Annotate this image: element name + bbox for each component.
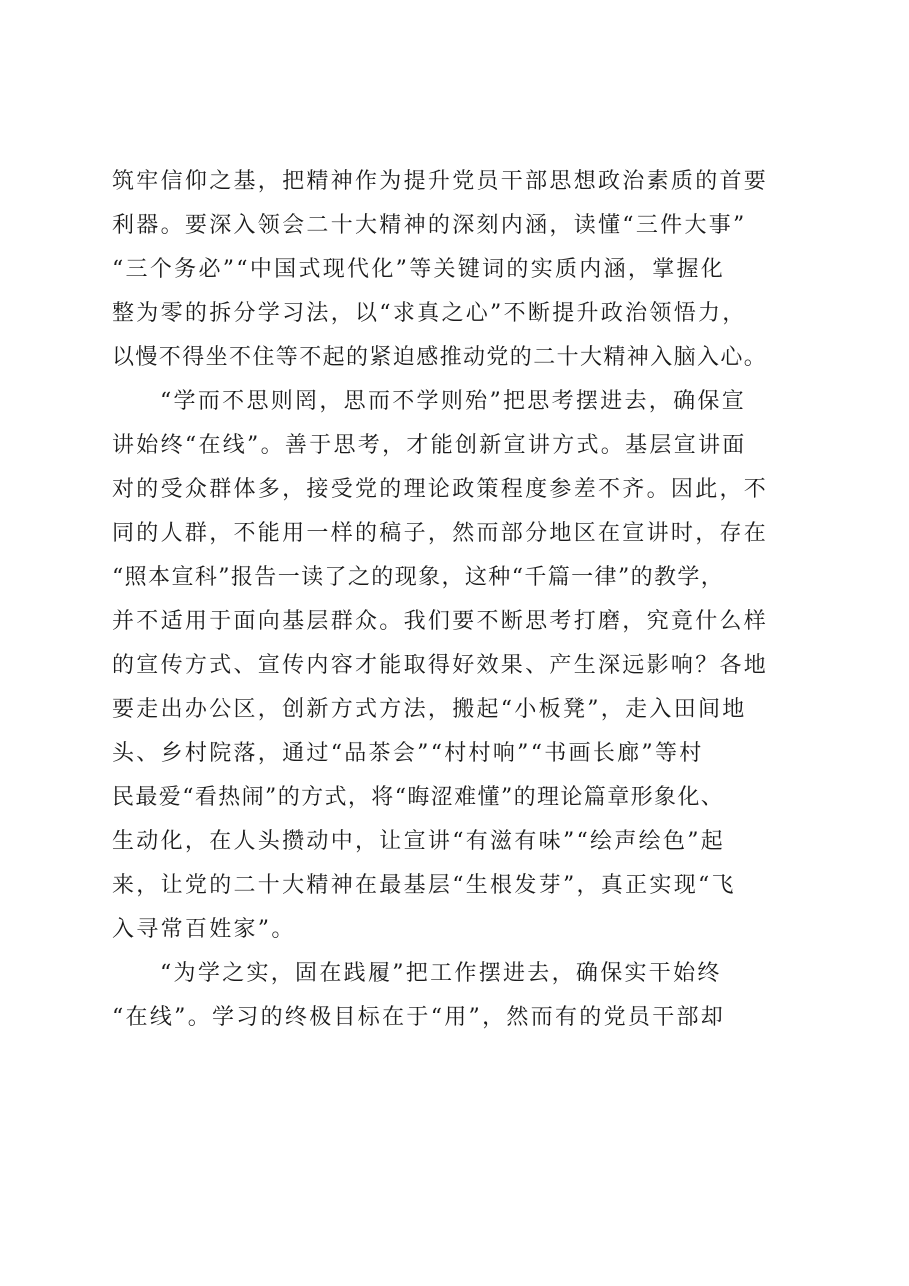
text-line: 筑牢信仰之基，把精神作为提升党员干部思想政治素质的首要 xyxy=(112,169,769,194)
text-line: 民最爱“看热闹”的方式，将“晦涩难懂”的理论篇章形象化、 xyxy=(112,785,725,810)
text-line: “照本宣科”报告一读了之的现象，这种“千篇一律”的教学， xyxy=(112,565,725,590)
text-line: 头、乡村院落，通过“品茶会”“村村响”“书画长廊”等村 xyxy=(112,741,704,766)
paragraph-first-line: “为学之实，固在践履”把工作摆进去，确保实干始终 xyxy=(160,961,722,986)
text-line: 整为零的拆分学习法，以“求真之心”不断提升政治领悟力， xyxy=(112,301,747,326)
text-line: “在线”。学习的终极目标在于“用”，然而有的党员干部却 xyxy=(112,1005,726,1030)
text-line: 以慢不得坐不住等不起的紧迫感推动党的二十大精神入脑入心。 xyxy=(112,345,768,370)
text-line: 同的人群，不能用一样的稿子，然而部分地区在宣讲时，存在 xyxy=(112,521,769,546)
text-line: 对的受众群体多，接受党的理论政策程度参差不齐。因此，不 xyxy=(112,477,769,502)
text-line: 的宣传方式、宣传内容才能取得好效果、产生深远影响？各地 xyxy=(112,653,769,678)
text-line: 入寻常百姓家”。 xyxy=(112,917,296,942)
text-line: 利器。要深入领会二十大精神的深刻内涵，读懂“三件大事” xyxy=(112,213,747,238)
document-body xyxy=(112,160,802,1040)
text-line: 要走出办公区，创新方式方法，搬起“小板凳”，走入田间地 xyxy=(112,697,747,722)
text-line: “三个务必”“中国式现代化”等关键词的实质内涵，掌握化 xyxy=(112,257,726,282)
text-line: 讲始终“在线”。善于思考，才能创新宣讲方式。基层宣讲面 xyxy=(112,433,747,458)
text-line: 并不适用于面向基层群众。我们要不断思考打磨，究竟什么样 xyxy=(112,609,769,634)
text-line: 来，让党的二十大精神在最基层“生根发芽”，真正实现“飞 xyxy=(112,873,736,898)
text-line: 生动化，在人头攒动中，让宣讲“有滋有味”“绘声绘色”起 xyxy=(112,829,726,854)
paragraph-first-line: “学而不思则罔，思而不学则殆”把思考摆进去，确保宣 xyxy=(160,389,746,414)
